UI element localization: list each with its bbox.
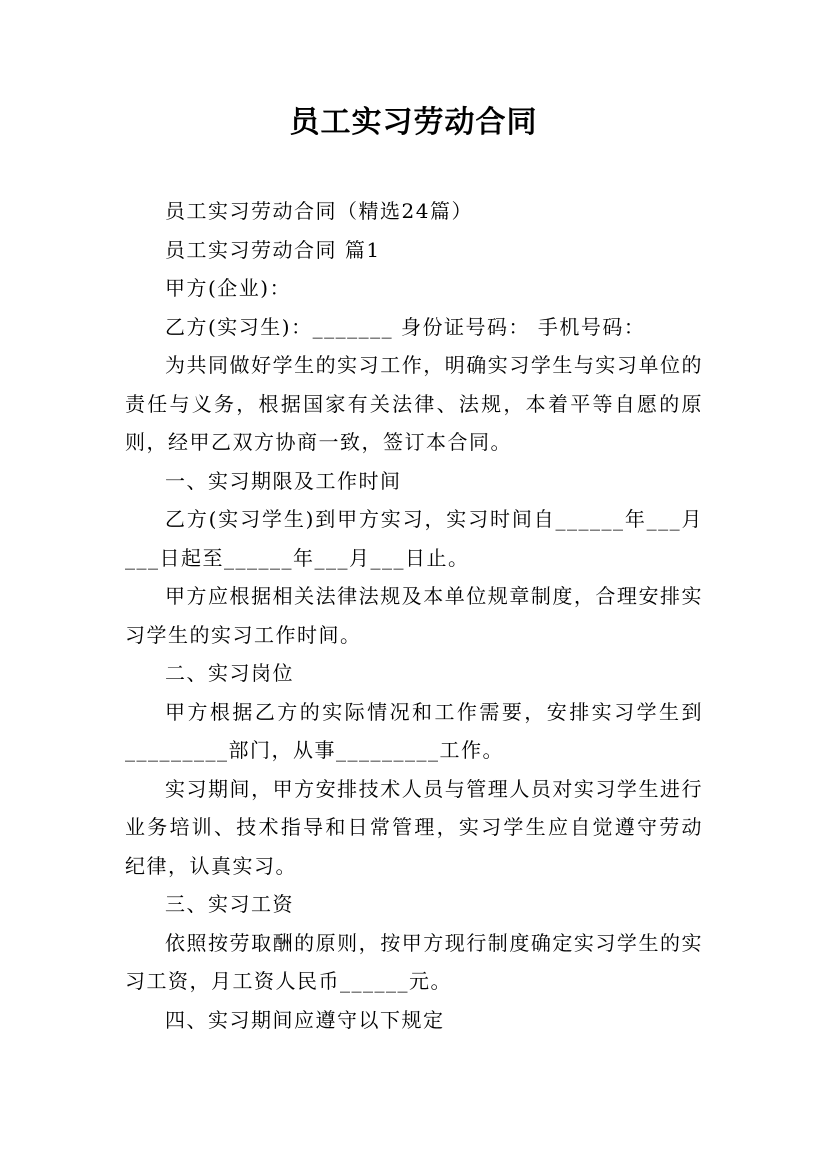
paragraph-term: 乙方(实习学生)到甲方实习，实习时间自______年___月___日起至______年___月___日止。 <box>125 507 703 570</box>
paragraph-position: 甲方根据乙方的实际情况和工作需要，安排实习学生到_________部门，从事_________工作。 <box>125 699 703 762</box>
document-body <box>125 192 703 1039</box>
document-title: 员工实习劳动合同 <box>289 105 538 140</box>
paragraph-training: 实习期间，甲方安排技术人员与管理人员对实习学生进行业务培训、技术指导和日常管理，实习学生应自觉遵守劳动纪律，认真实习。 <box>125 776 703 878</box>
paragraph-work-hours: 甲方应根据相关法律法规及本单位规章制度，合理安排实习学生的实习工作时间。 <box>125 584 703 647</box>
paragraph-section-heading: 员工实习劳动合同 篇1 <box>165 237 381 262</box>
heading-term: 一、实习期限及工作时间 <box>165 468 402 493</box>
paragraph-preamble: 为共同做好学生的实习工作，明确实习学生与实习单位的责任与义务，根据国家有关法律、法规，本着平等自愿的原则，经甲乙双方协商一致，签订本合同。 <box>125 353 703 454</box>
heading-rules: 四、实习期间应遵守以下规定 <box>165 1007 445 1032</box>
heading-position: 二、实习岗位 <box>165 661 294 685</box>
heading-wage: 三、实习工资 <box>165 892 294 916</box>
paragraph-wage: 依照按劳取酬的原则，按甲方现行制度确定实习学生的实习工资，月工资人民币______元。 <box>125 930 703 993</box>
paragraph-party-b: 乙方(实习生)：_______ 身份证号码： 手机号码： <box>165 314 646 339</box>
paragraph-party-a: 甲方(企业)： <box>165 276 292 300</box>
paragraph-subtitle: 员工实习劳动合同（精选24篇） <box>165 199 473 223</box>
